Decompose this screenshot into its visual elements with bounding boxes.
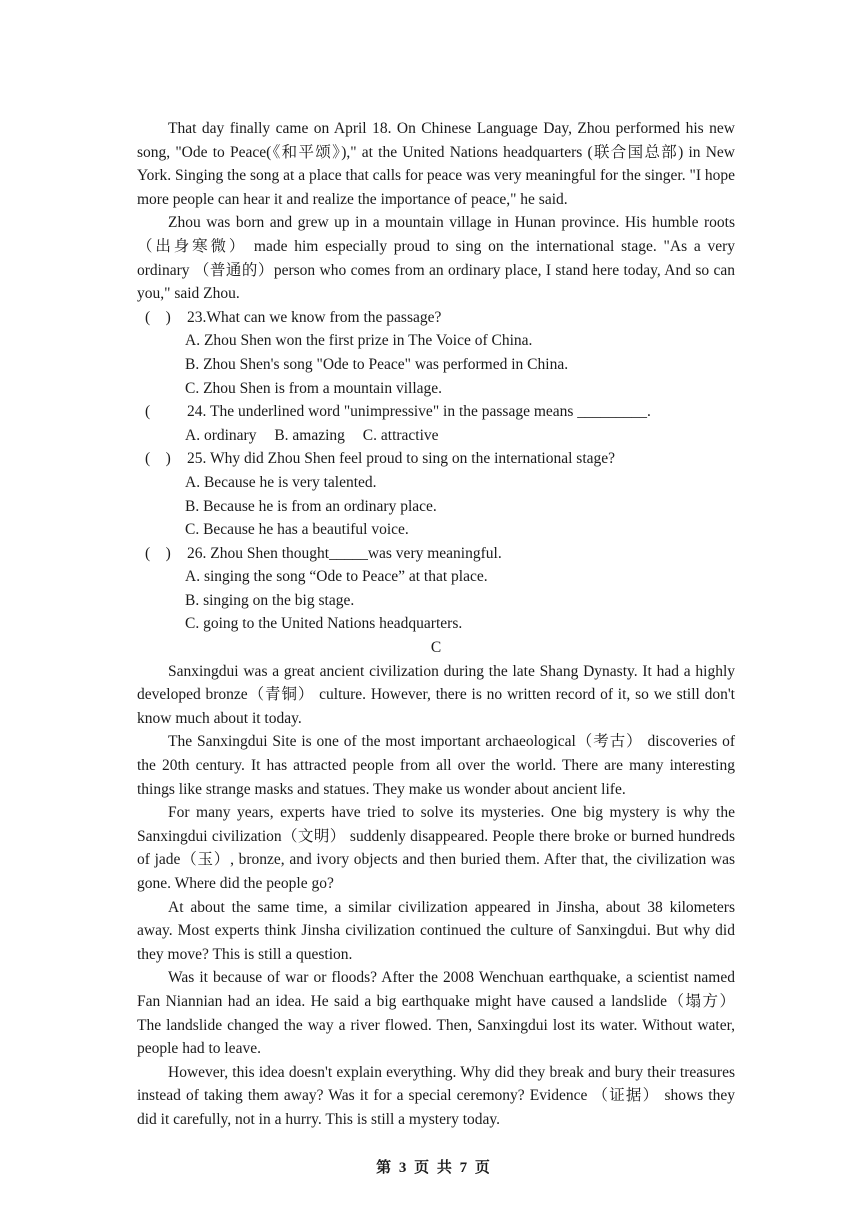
question-stem bbox=[137, 447, 735, 471]
option-b: B. Zhou Shen's song "Ode to Peace" was performed in China. bbox=[185, 355, 569, 373]
section-heading-c: C bbox=[430, 639, 442, 657]
option-c: C. Zhou Shen is from a mountain village. bbox=[185, 379, 443, 397]
option-a: A. singing the song “Ode to Peace” at that place. bbox=[185, 568, 488, 586]
question-stem bbox=[137, 306, 735, 330]
option-c: C. going to the United Nations headquarters. bbox=[185, 615, 463, 633]
passage-b-paragraph-2: Zhou was born and grew up in a mountain village in Hunan province. His humble roots（出身寒微） made him especially proud to sing on the international stage. "As a very ordinary （普通的）person who comes from an ordinary place, I stand here today, And so can you," said Zhou. bbox=[137, 214, 735, 303]
passage-c-paragraph-6: However, this idea doesn't explain everything. Why did they break and bury their treasures instead of taking them away? Was it for a special ceremony? Evidence （证据） shows they did it carefully, not in a hurry. This is still a mystery today. bbox=[137, 1063, 735, 1128]
question-stem bbox=[137, 542, 735, 566]
option-c: C. Because he has a beautiful voice. bbox=[185, 521, 409, 539]
option-b: B. singing on the big stage. bbox=[185, 591, 355, 609]
passage-c-paragraph-2: The Sanxingdui Site is one of the most important archaeological（考古） discoveries of the 20th century. It has attracted people from all over the world. There are many interesting things like strange masks and statues. They make us wonder about ancient life. bbox=[137, 733, 735, 798]
options-row bbox=[137, 424, 735, 448]
option-a: A. Because he is very talented. bbox=[185, 473, 377, 491]
page-content bbox=[137, 117, 735, 1132]
passage-c-paragraph-5: Was it because of war or floods? After the 2008 Wenchuan earthquake, a scientist named Fan Niannian had an idea. He said a big earthquake might have caused a landslide（塌方） The landslide changed the way a river flowed. Then, Sanxingdui lost its water. Without water, people had to leave. bbox=[137, 969, 735, 1058]
passage-c-paragraph-4: At about the same time, a similar civilization appeared in Jinsha, about 38 kilometers away. Most experts think Jinsha civilization continued the culture of Sanxingdui. But why did they move? This is still a question. bbox=[137, 898, 735, 963]
answer-bracket: ( ) bbox=[145, 450, 171, 468]
page-number-footer: 第 3 页 共 7 页 bbox=[376, 1160, 492, 1176]
option-a: A. Zhou Shen won the first prize in The Voice of China. bbox=[185, 332, 533, 350]
question-26 bbox=[137, 542, 735, 636]
answer-bracket: ( ) bbox=[145, 544, 171, 562]
question-text: 26. Zhou Shen thought_____was very meaningful. bbox=[187, 544, 502, 562]
question-text: 25. Why did Zhou Shen feel proud to sing on the international stage? bbox=[187, 450, 616, 468]
question-24 bbox=[137, 400, 735, 447]
question-text: 23.What can we know from the passage? bbox=[187, 308, 442, 326]
question-23 bbox=[137, 306, 735, 400]
passage-c-paragraph-1: Sanxingdui was a great ancient civilization during the late Shang Dynasty. It had a highly developed bronze（青铜） culture. However, there is no written record of it, so we still don't know much about it today. bbox=[137, 662, 735, 727]
question-stem bbox=[137, 400, 735, 424]
passage-c-paragraph-3: For many years, experts have tried to solve its mysteries. One big mystery is why the Sanxingdui civilization（文明） suddenly disappeared. People there broke or burned hundreds of jade（玉）, bronze, and ivory objects and then buried them. After that, the civilization was gone. Where did the people go? bbox=[137, 804, 735, 892]
option-a: A. ordinary bbox=[185, 426, 257, 444]
answer-bracket: ( ) bbox=[145, 308, 171, 326]
option-c: C. attractive bbox=[362, 426, 439, 444]
question-25 bbox=[137, 447, 735, 541]
answer-bracket: ( bbox=[145, 403, 151, 421]
question-text: 24. The underlined word "unimpressive" in the passage means _________. bbox=[187, 403, 651, 421]
option-b: B. amazing bbox=[274, 426, 345, 444]
passage-b-paragraph-1: That day finally came on April 18. On Chinese Language Day, Zhou performed his new song, "Ode to Peace(《和平颂》)," at the United Nations headquarters (联合国总部) in New York. Singing the song at a place that calls for peace was very meaningful for the singer. "I hope more people can hear it and realize the importance of peace," he said. bbox=[137, 120, 735, 208]
option-b: B. Because he is from an ordinary place. bbox=[185, 497, 437, 515]
